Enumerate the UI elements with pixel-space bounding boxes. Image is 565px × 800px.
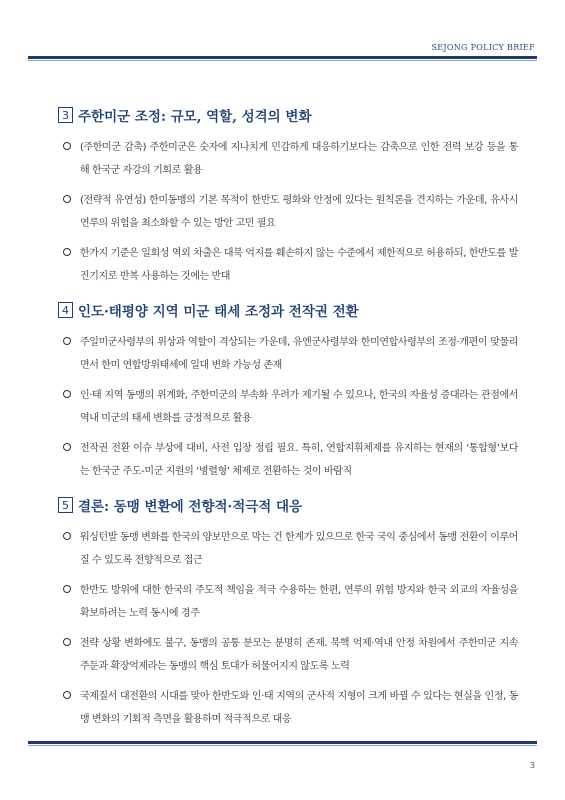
hollow-circle-bullet-icon (63, 585, 71, 593)
section-heading (58, 495, 518, 515)
section-title: 결론: 동맹 변환에 전향적·적극적 대응 (78, 499, 303, 515)
bullet-text: (전략적 유연성) 한미동맹의 기본 목적이 한반도 평화와 안정에 있다는 원칙론을 견지하는 가운데, 유사시 연루의 위험을 최소화할 수 있는 방안 고민 필요 (80, 195, 518, 229)
section-title: 인도·태평양 지역 미군 태세 조정과 전작권 전환 (78, 304, 359, 320)
footer-rule (28, 741, 537, 744)
footer-rule-thin (28, 745, 537, 746)
hollow-circle-bullet-icon (63, 248, 71, 256)
hollow-circle-bullet-icon (63, 691, 71, 699)
section-number: 5 (58, 497, 73, 513)
bullet-item (58, 526, 518, 572)
bullet-list (58, 526, 518, 731)
section-3 (58, 105, 518, 288)
bullet-text: 주일미군사령부의 위상과 역할이 격상되는 가운데, 유엔군사령부와 한미연합사령부의 조정·개편이 맞물리면서 한미 연합방위태세에 일대 변화 가능성 존재 (80, 337, 518, 371)
bullet-item (58, 136, 518, 182)
bullet-item (58, 437, 518, 483)
bullet-text: 워싱턴발 동맹 변화를 한국의 양보만으로 막는 건 한계가 있으므로 한국 국익 중심에서 동맹 전환이 이루어질 수 있도록 전향적으로 접근 (80, 532, 518, 566)
header-rule-thin (28, 60, 537, 61)
hollow-circle-bullet-icon (63, 390, 71, 398)
bullet-item (58, 189, 518, 235)
section-number: 4 (58, 302, 73, 318)
bullet-item (58, 632, 518, 678)
bullet-item (58, 384, 518, 430)
hollow-circle-bullet-icon (63, 532, 71, 540)
section-heading (58, 300, 518, 320)
bullet-text: (주한미군 감축) 주한미군은 숫자에 지나치게 민감하게 대응하기보다는 감축으로 인한 전력 보강 등을 통해 한국군 자강의 기회로 활용 (80, 142, 518, 176)
bullet-text: 전략 상황 변화에도 불구, 동맹의 공통 분모는 분명히 존재. 북핵 억제·역내 안정 차원에서 주한미군 지속 주둔과 확장억제라는 동맹의 핵심 토대가 허물어지지 않도록 노력 (80, 638, 518, 672)
hollow-circle-bullet-icon (63, 195, 71, 203)
bullet-text: 한가지 기준은 일회성 역외 차출은 대북 억지를 훼손하지 않는 수준에서 제한적으로 허용하되, 한반도를 발진기지로 반복 사용하는 것에는 반대 (80, 248, 518, 282)
header-rule (28, 56, 537, 59)
bullet-text: 한반도 방위에 대한 한국의 주도적 책임을 적극 수용하는 한편, 연루의 위험 방지와 한국 외교의 자율성을 확보하려는 노력 동시에 경주 (80, 585, 518, 619)
bullet-item (58, 685, 518, 731)
section-number: 3 (58, 107, 73, 123)
bullet-item (58, 331, 518, 377)
section-4 (58, 300, 518, 483)
section-5 (58, 495, 518, 731)
bullet-list (58, 331, 518, 483)
bullet-item (58, 242, 518, 288)
hollow-circle-bullet-icon (63, 638, 71, 646)
bullet-list (58, 136, 518, 288)
bullet-item (58, 579, 518, 625)
section-title: 주한미군 조정: 규모, 역할, 성격의 변화 (78, 109, 312, 125)
hollow-circle-bullet-icon (63, 337, 71, 345)
publication-name: SEJONG POLICY BRIEF (431, 43, 535, 52)
section-heading (58, 105, 518, 125)
hollow-circle-bullet-icon (63, 142, 71, 150)
hollow-circle-bullet-icon (63, 443, 71, 451)
bullet-text: 전작권 전환 이슈 부상에 대비, 사전 입장 정립 필요. 특히, 연합지휘체제를 유지하는 현재의 ‘통합형’보다는 한국군 주도-미군 지원의 ‘병렬형’ 체제로 전환하는 것이 바람직 (80, 443, 518, 477)
page-number: 3 (529, 761, 535, 770)
bullet-text: 국제질서 대전환의 시대를 맞아 한반도와 인·태 지역의 군사적 지형이 크게 바뀔 수 있다는 현실을 인정, 동맹 변화의 기회적 측면을 활용하며 적극적으로 대응 (80, 691, 518, 725)
bullet-text: 인·태 지역 동맹의 위계화, 주한미군의 부속화 우려가 제기될 수 있으나, 한국의 자율성 증대라는 관점에서 역내 미군의 태세 변화를 긍정적으로 활용 (80, 390, 518, 424)
